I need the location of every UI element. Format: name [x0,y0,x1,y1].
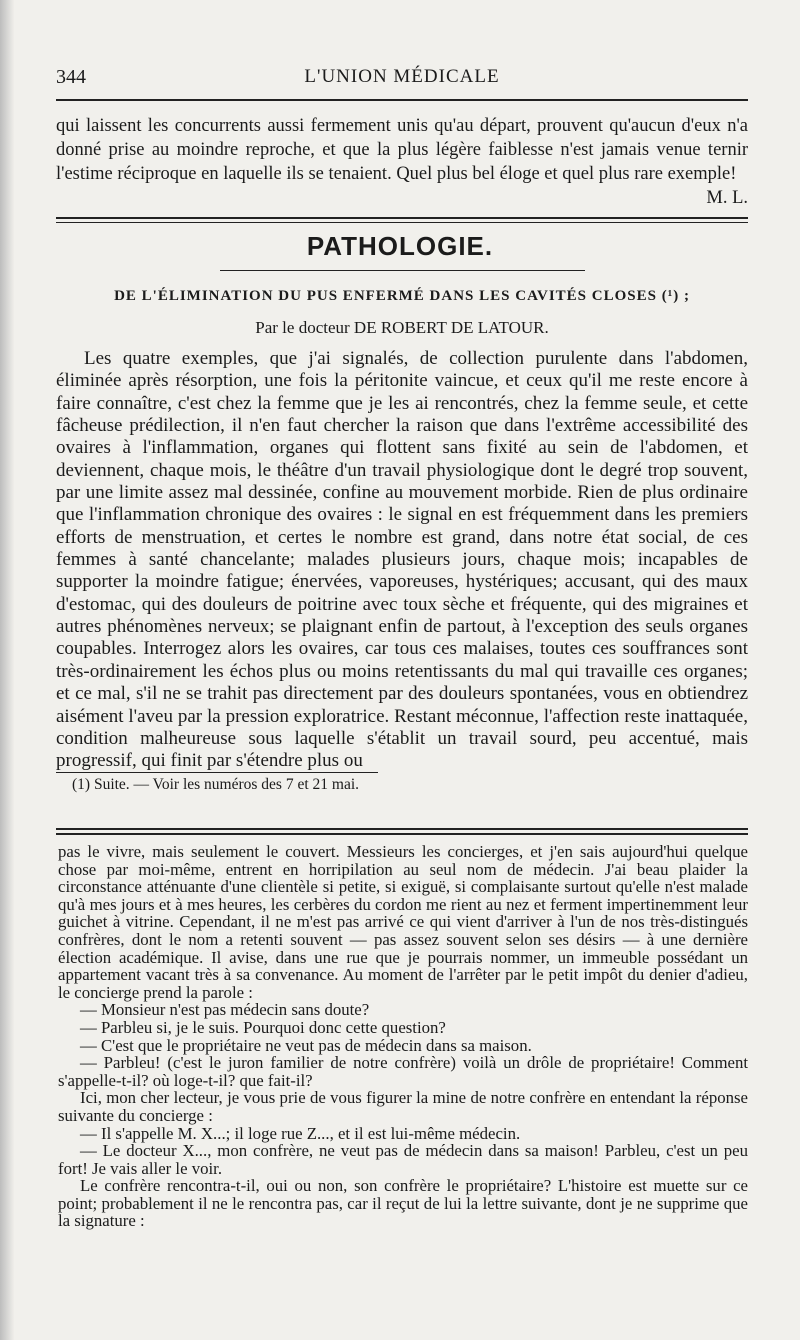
feuilleton-paragraph: — C'est que le propriétaire ne veut pas de médecin dans sa maison. [80,1035,532,1055]
feuilleton-paragraph: pas le vivre, mais seulement le couvert. Messieurs les concierges, et j'en sais aujourd'hui quelque chose par moi-même, entrent en horripilation au seul nom de médecin. J'ai beau plaider la circonstance atténuante d'une clientèle si petite, si exiguë, si complaisante surtout qu'elle n'est malade qu'à mes jours et à mes heures, les cerbères du cordon me rient au nez et ferment impertinemment leur guichet à vitrine. Cependant, il ne m'est pas arrivé ce qui vient d'arriver à l'un de nos très-distingués confrères, dont le nom a retenti souvent — pas assez souvent selon ses désirs — à une dernière élection académique. Il avise, dans une rue que je pourrais nommer, un immeuble possédant un appartement vacant très à sa convenance. Au moment de l'arrêter par le petit impôt du denier d'adieu, le concierge prend la parole : [58,842,748,1002]
feuilleton-rule-top [56,828,748,830]
feuilleton-paragraph: Ici, mon cher lecteur, je vous prie de vous figurer la mine de notre confrère en entendant la réponse suivante du concierge : [58,1088,748,1125]
title-underline [220,270,585,271]
feuilleton-paragraph: Le confrère rencontra-t-il, oui ou non, son confrère le propriétaire? L'histoire est muette sur ce point; probablement il ne le rencontra pas, car il reçut de lui la lettre suivante, dont je ne supprime que la signature : [58,1176,748,1231]
feuilleton-paragraph: — Parbleu si, je le suis. Pourquoi donc cette question? [80,1017,446,1037]
feuilleton-paragraph: — Monsieur n'est pas médecin sans doute? [80,1000,370,1020]
article-author: Par le docteur DE ROBERT DE LATOUR. [255,318,549,337]
footnote-rule [56,772,378,773]
section-rule-top [56,217,748,219]
page-header [56,62,748,92]
header-rule [56,99,748,101]
feuilleton-column [58,843,748,1230]
article-title: DE L'ÉLIMINATION DU PUS ENFERMÉ DANS LES CAVITÉS CLOSES (¹) ; [114,288,690,304]
page-number: 344 [56,66,86,88]
journal-title: L'UNION MÉDICALE [304,66,500,87]
page-binding-shadow [0,0,14,1340]
section-rule-bottom [56,222,748,223]
article-body: Les quatre exemples, que j'ai signalés, de collection purulente dans l'abdomen, éliminée après résorption, une fois la péritonite vaincue, et ceux qu'il me reste encore à faire connaître, c'est chez la femme que je les ai rencontrés, chez la femme seule, et cette fâcheuse prédilection, il n'en faut chercher la raison que dans l'extrême accessibilité des ovaires à l'inflammation, organes qui flottent sans fixité au sein de l'abdomen, et deviennent, chaque mois, le théâtre d'un travail physiologique dont le degré trop souvent, par une limite assez mal dessinée, confine au mouvement morbide. Rien de plus ordinaire que l'inflammation chronique des ovaires : le signal en est fréquemment dans les premiers efforts de menstruation, et certes le nombre est grand, dans notre état social, de ces femmes à santé chancelante; malades plusieurs jours, chaque mois; incapables de supporter la moindre fatigue; énervées, vaporeuses, hystériques; accusant, qui des maux d'estomac, qui des douleurs de poitrine avec toux sèche et fréquente, qui des migraines et autres phénomènes nerveux; se plaignant enfin de partout, à l'exception des seuls organes coupables. Interrogez alors les ovaires, car tous ces malaises, toutes ces souffrances sont très-ordinairement les échos plus ou moins retentissants du mal qui travaille ces organes; et ce mal, s'il ne se trahit pas directement par des douleurs spontanées, vous en obtiendrez aisément l'aveu par la pression exploratrice. Restant méconnue, l'affection reste inattaquée, condition malheureuse sous laquelle s'établit un travail sourd, peu accentué, mais progressif, qui finit par s'étendre plus ou [56,348,748,772]
section-title: PATHOLOGIE. [306,231,494,261]
author-signature: M. L. [706,188,748,208]
feuilleton-paragraph: — Le docteur X..., mon confrère, ne veut pas de médecin dans sa maison! Parbleu, c'est un peu fort! Je vais aller le voir. [58,1141,748,1178]
footnote: (1) Suite. — Voir les numéros des 7 et 21 mai. [72,776,360,793]
feuilleton-paragraph: — Parbleu! (c'est le juron familier de notre confrère) voilà un drôle de propriétaire! Comment s'appelle-t-il? où loge-t-il? que fait-il? [58,1053,748,1090]
closing-paragraph-text: qui laissent les concurrents aussi fermement unis qu'au départ, prouvent qu'aucun d'eux n'a donné prise au moindre reproche, et que la plus légère faiblesse n'est jamais venue ternir l'estime réciproque en laquelle ils se tenaient. Quel plus bel éloge et quel plus rare exemple! [56,116,748,184]
feuilleton-paragraph: — Il s'appelle M. X...; il loge rue Z..., et il est lui-même médecin. [80,1123,521,1143]
closing-paragraph [56,114,748,210]
feuilleton-rule-bottom [56,833,748,835]
